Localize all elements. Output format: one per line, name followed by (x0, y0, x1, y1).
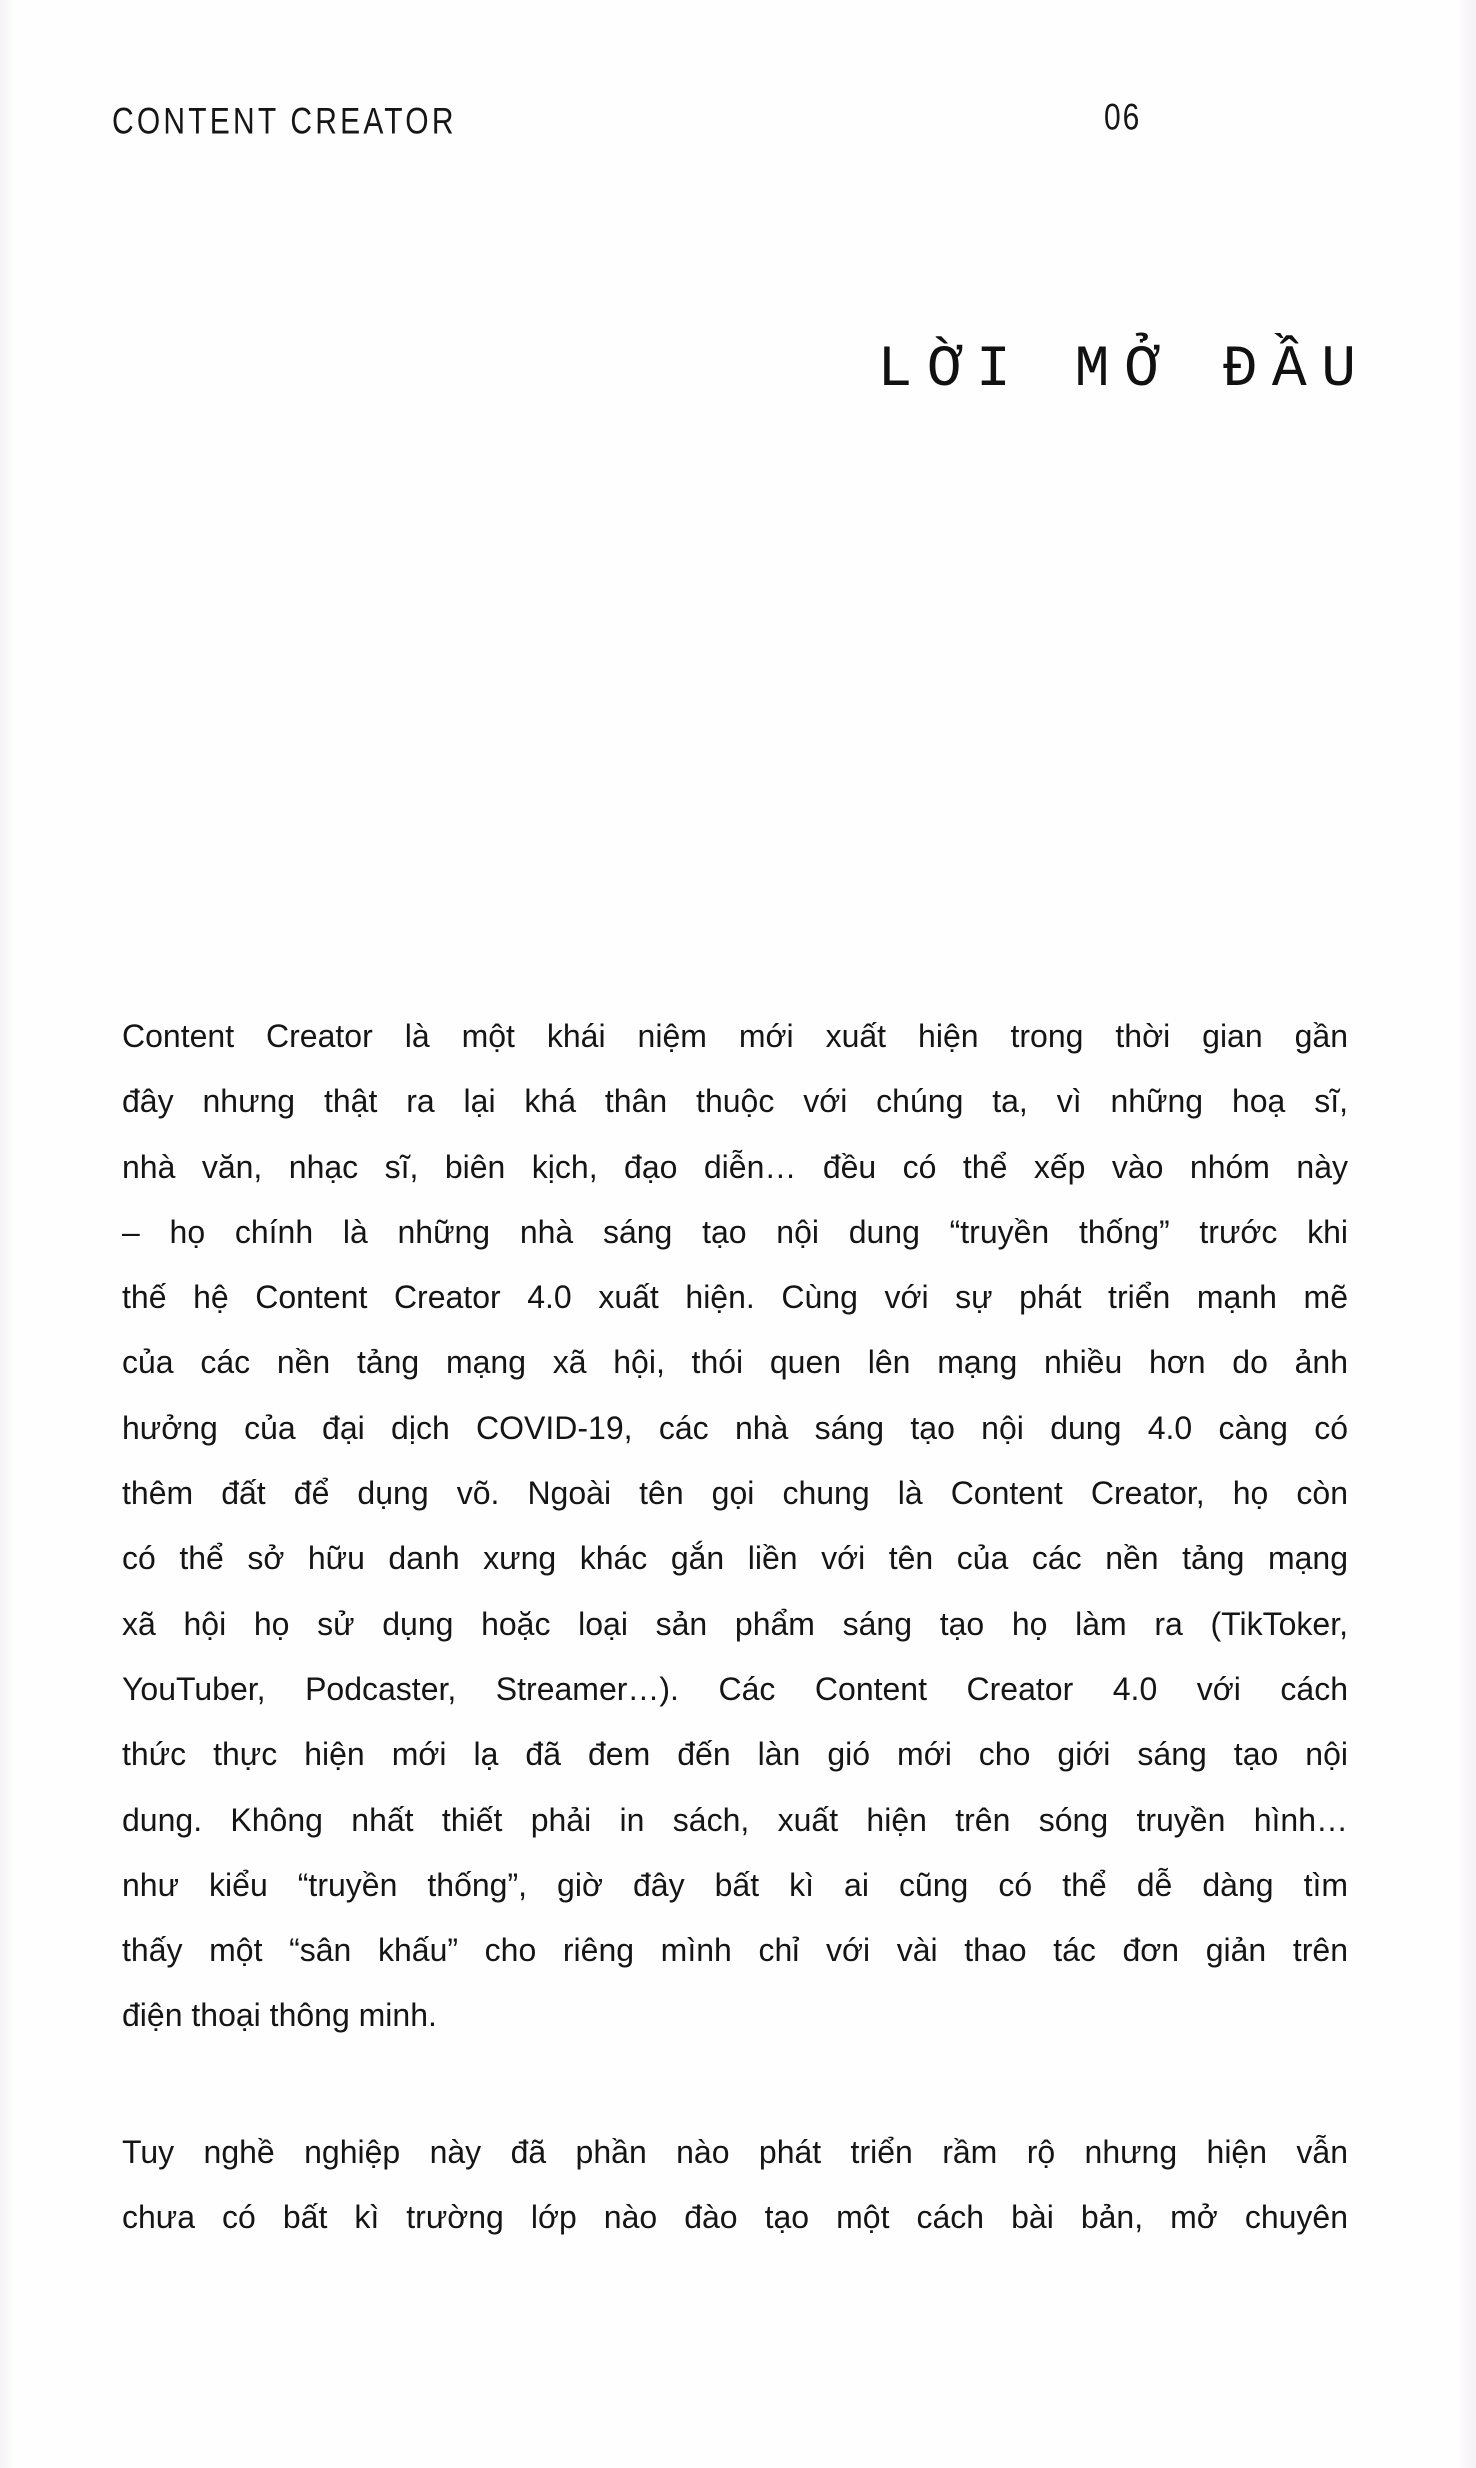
text-line: thêm đất để dụng võ. Ngoài tên gọi chung là Content Creator, họ còn (122, 1475, 1348, 1512)
text-line: YouTuber, Podcaster, Streamer…). Các Content Creator 4.0 với cách (122, 1670, 1348, 1707)
text-line: như kiểu “truyền thống”, giờ đây bất kì ai cũng có thể dễ dàng tìm (122, 1866, 1348, 1903)
text-line: đây nhưng thật ra lại khá thân thuộc với chúng ta, vì những hoạ sĩ, (122, 1083, 1348, 1120)
text-line: nhà văn, nhạc sĩ, biên kịch, đạo diễn… đều có thể xếp vào nhóm này (122, 1148, 1348, 1185)
body-paragraph-1 (122, 1004, 1348, 2049)
body-paragraph-2 (122, 2120, 1348, 2251)
text-line: thức thực hiện mới lạ đã đem đến làn gió mới cho giới sáng tạo nội (122, 1736, 1348, 1773)
page-edge-shadow-left (0, 0, 14, 2468)
text-line: – họ chính là những nhà sáng tạo nội dung “truyền thống” trước khi (122, 1213, 1348, 1250)
text-line-last: điện thoại thông minh. (122, 1997, 437, 2034)
chapter-title: LỜI MỞ ĐẦU (877, 338, 1371, 403)
running-head-title: CONTENT CREATOR (112, 101, 457, 142)
text-line: dung. Không nhất thiết phải in sách, xuất hiện trên sóng truyền hình… (122, 1801, 1348, 1838)
page-edge-shadow-right (1458, 0, 1476, 2468)
text-line: hưởng của đại dịch COVID-19, các nhà sáng tạo nội dung 4.0 càng có (122, 1409, 1348, 1446)
text-line: xã hội họ sử dụng hoặc loại sản phẩm sáng tạo họ làm ra (TikToker, (122, 1605, 1348, 1642)
page-number: 06 (1104, 97, 1142, 138)
text-line: Tuy nghề nghiệp này đã phần nào phát triển rầm rộ nhưng hiện vẫn (122, 2134, 1348, 2170)
text-line: Content Creator là một khái niệm mới xuất hiện trong thời gian gần (122, 1018, 1348, 1054)
text-line: thế hệ Content Creator 4.0 xuất hiện. Cùng với sự phát triển mạnh mẽ (122, 1279, 1348, 1316)
text-line: của các nền tảng mạng xã hội, thói quen lên mạng nhiều hơn do ảnh (122, 1344, 1348, 1381)
text-line: có thể sở hữu danh xưng khác gắn liền với tên của các nền tảng mạng (122, 1540, 1348, 1577)
text-line: chưa có bất kì trường lớp nào đào tạo một cách bài bản, mở chuyên (122, 2199, 1348, 2236)
text-line: thấy một “sân khấu” cho riêng mình chỉ với vài thao tác đơn giản trên (122, 1932, 1348, 1969)
